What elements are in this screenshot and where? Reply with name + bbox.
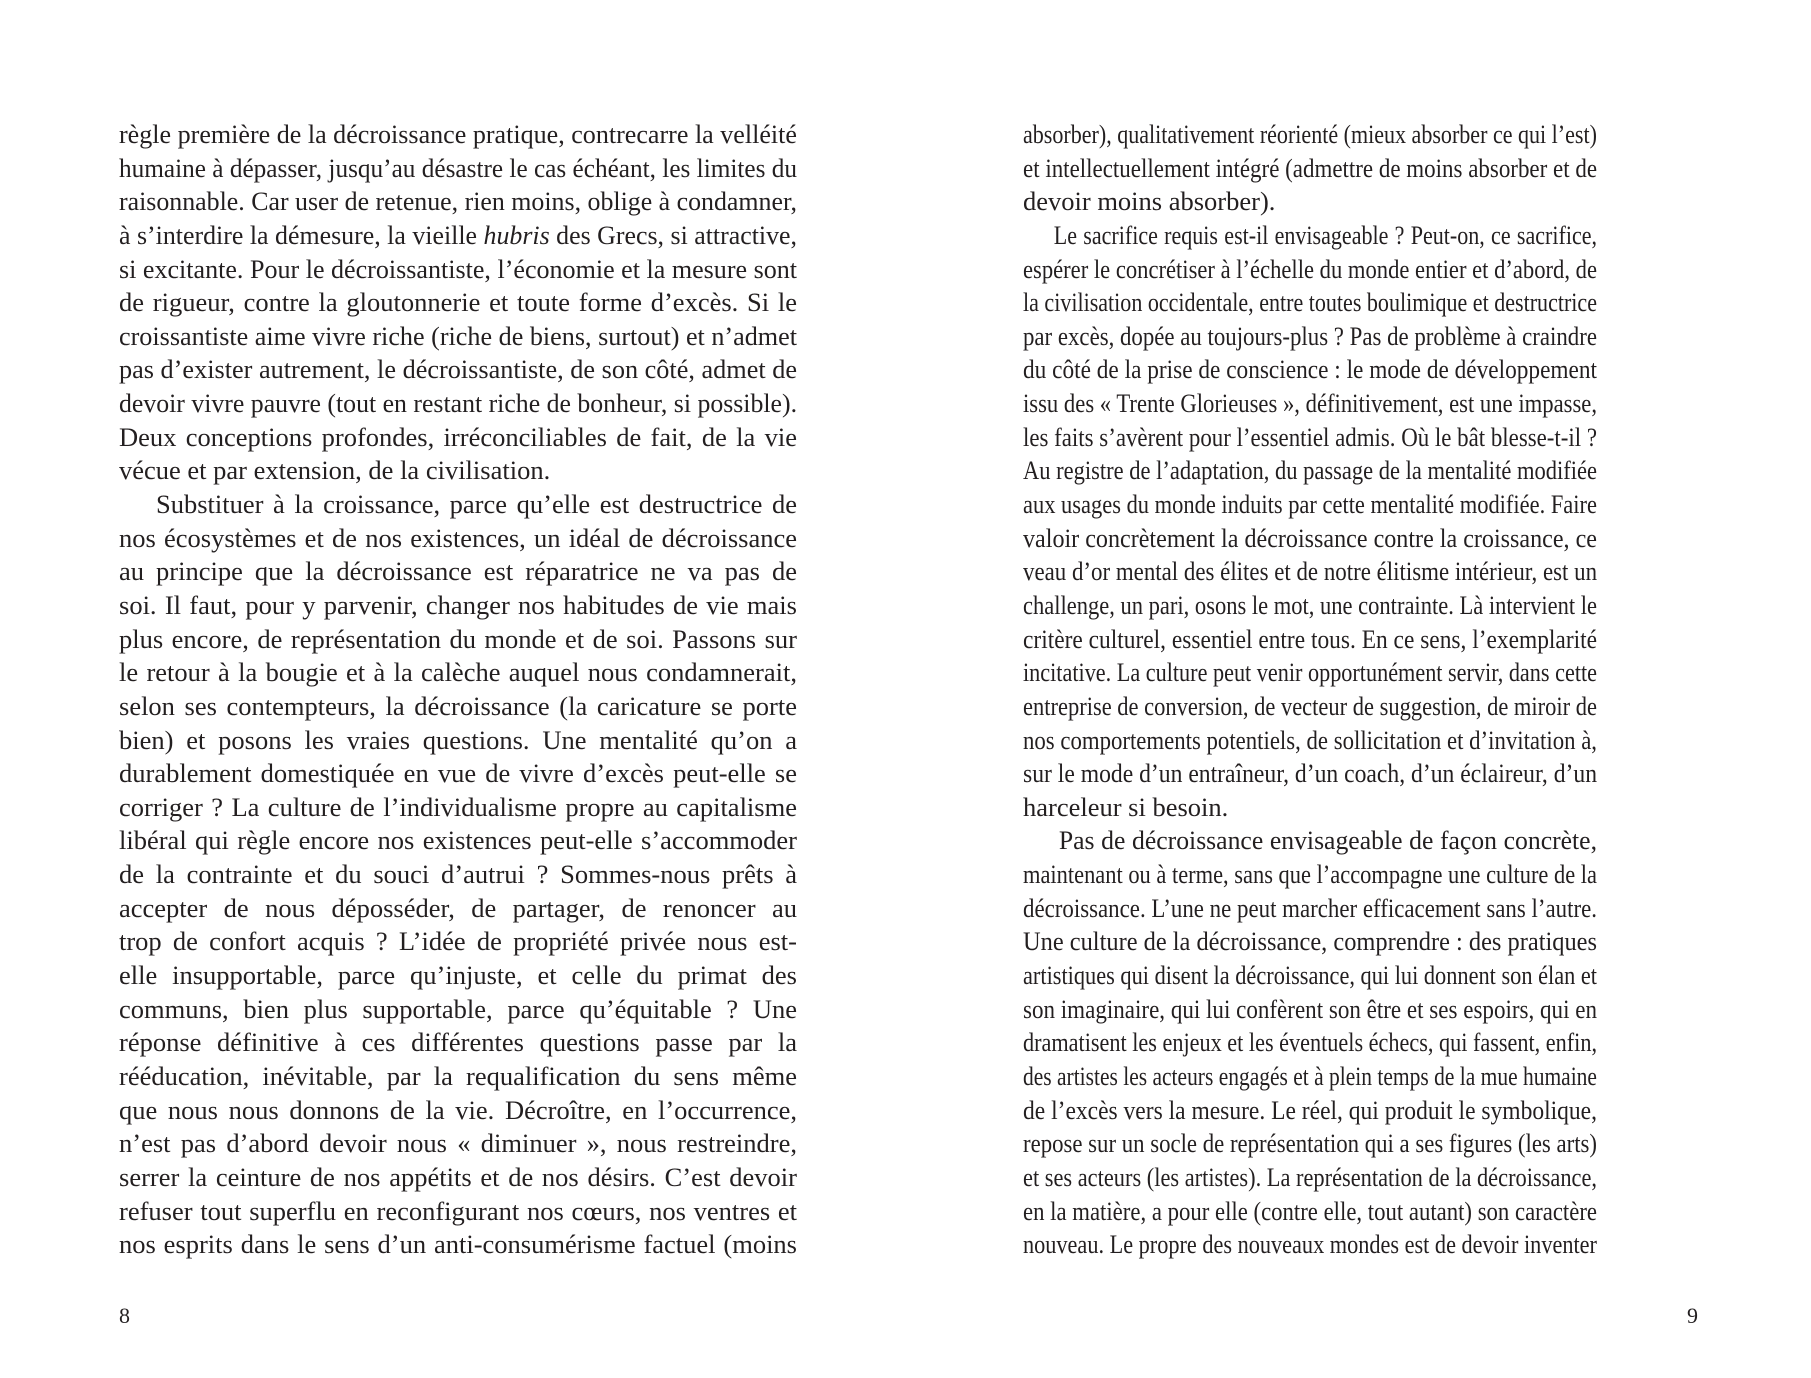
text-line: règle première de la décroissance pratique, contrecarre la velléité xyxy=(119,119,797,149)
text-line: la civilisation occidentale, entre toutes boulimique et destructrice xyxy=(1023,287,1597,318)
text-line: que nous nous donnons de la vie. Décroître, en l’occurrence, xyxy=(119,1094,797,1125)
text-line: artistiques qui disent la décroissance, qui lui donnent son élan et xyxy=(1023,960,1598,991)
text-line: veau d’or mental des élites et de notre élitisme intérieur, est un xyxy=(1023,556,1598,587)
text-line: elle insupportable, parce qu’injuste, et celle du primat des xyxy=(119,960,797,991)
text-line: nos écosystèmes et de nos existences, un idéal de décroissance xyxy=(119,522,797,553)
text-line: vécue et par extension, de la civilisation. xyxy=(119,455,551,486)
text-line: devoir moins absorber). xyxy=(1023,186,1276,217)
text-line: n’est pas d’abord devoir nous « diminuer », nous restreindre, xyxy=(119,1128,797,1159)
text-line: aux usages du monde induits par cette mentalité modifiée. Faire xyxy=(1023,489,1597,520)
text-line: harceleur si besoin. xyxy=(1023,791,1229,822)
text-line: Substituer à la croissance, parce qu’elle est destructrice de xyxy=(156,489,797,520)
text-line: communs, bien plus supportable, parce qu’équitable ? Une xyxy=(119,993,797,1024)
text-line: corriger ? La culture de l’individualisme propre au capitalisme xyxy=(119,791,797,822)
text-line: issu des « Trente Glorieuses », définitivement, est une impasse, xyxy=(1023,388,1597,419)
left-page-body xyxy=(119,118,797,1262)
text-line: au principe que la décroissance est réparatrice ne va pas de xyxy=(119,556,797,587)
text-line: nouveau. Le propre des nouveaux mondes est de devoir inventer xyxy=(1023,1229,1597,1260)
text-line: des artistes les acteurs engagés et à plein temps de la mue humaine xyxy=(1023,1060,1597,1091)
text-line: nos comportements potentiels, de sollicitation et d’invitation à, xyxy=(1023,724,1598,755)
text-line: absorber), qualitativement réorienté (mieux absorber ce qui l’est) xyxy=(1023,119,1597,149)
text-line: Au registre de l’adaptation, du passage de la mentalité modifiée xyxy=(1023,455,1597,486)
text-line: libéral qui règle encore nos existences peut-elle s’accommoder xyxy=(119,825,797,856)
text-line: selon ses contempteurs, la décroissance (la caricature se porte xyxy=(119,690,797,721)
page-number-left: 8 xyxy=(119,1303,130,1328)
text-line: Le sacrifice requis est-il envisageable ? Peut-on, ce sacrifice, xyxy=(1053,219,1598,250)
text-line xyxy=(119,219,797,253)
text-line: de l’excès vers la mesure. Le réel, qui produit le symbolique, xyxy=(1023,1094,1598,1125)
text-line: croissantiste aime vivre riche (riche de biens, surtout) et n’admet xyxy=(119,320,798,351)
text-line: les faits s’avèrent pour l’essentiel admis. Où le bât blesse-t-il ? xyxy=(1023,421,1598,452)
text-line: décroissance. L’une ne peut marcher efficacement sans l’autre. xyxy=(1023,892,1597,923)
text-line: en la matière, a pour elle (contre elle, tout autant) son caractère xyxy=(1023,1195,1598,1226)
text-line: trop de confort acquis ? L’idée de propriété privée nous est- xyxy=(119,926,797,957)
text-line: durablement domestiquée en vue de vivre d’excès peut-elle se xyxy=(119,758,797,789)
text-line: le retour à la bougie et à la calèche auquel nous condamnerait, xyxy=(119,657,797,688)
italic-term: hubris xyxy=(483,219,550,250)
right-page-body xyxy=(1023,118,1597,1262)
text-line: humaine à dépasser, jusqu’au désastre le cas échéant, les limites du xyxy=(119,152,798,183)
text-line: serrer la ceinture de nos appétits et de nos désirs. C’est devoir xyxy=(119,1161,797,1192)
page-number-right: 9 xyxy=(1687,1303,1698,1328)
text-line: refuser tout superflu en reconfigurant nos cœurs, nos ventres et xyxy=(119,1195,797,1226)
text-line: Deux conceptions profondes, irréconciliables de fait, de la vie xyxy=(119,421,797,452)
text-line: challenge, un pari, osons le mot, une contrainte. Là intervient le xyxy=(1023,589,1597,620)
left-page xyxy=(0,0,905,1378)
text-line: son imaginaire, qui lui confèrent son être et ses espoirs, qui en xyxy=(1023,993,1597,1024)
text-line: critère culturel, essentiel entre tous. En ce sens, l’exemplarité xyxy=(1023,623,1598,654)
text-line: maintenant ou à terme, sans que l’accompagne une culture de la xyxy=(1023,859,1598,890)
text-line: de rigueur, contre la gloutonnerie et toute forme d’excès. Si le xyxy=(119,287,797,318)
text-line: bien) et posons les vraies questions. Une mentalité qu’on a xyxy=(119,724,797,755)
text-line: devoir vivre pauvre (tout en restant riche de bonheur, si possible). xyxy=(119,388,798,419)
text-line: du côté de la prise de conscience : le mode de développement xyxy=(1023,354,1598,385)
text-line: rééducation, inévitable, par la requalification du sens même xyxy=(119,1060,797,1091)
text-line: de la contrainte et du souci d’autrui ? Sommes-nous prêts à xyxy=(119,859,797,890)
text-line: accepter de nous déposséder, de partager, de renoncer au xyxy=(119,892,797,923)
text-line: pas d’exister autrement, le décroissantiste, de son côté, admet de xyxy=(119,354,797,385)
text-line: repose sur un socle de représentation qui a ses figures (les arts) xyxy=(1023,1128,1597,1159)
text-line: valoir concrètement la décroissance contre la croissance, ce xyxy=(1023,522,1598,553)
text-line: entreprise de conversion, de vecteur de suggestion, de miroir de xyxy=(1023,690,1598,721)
text-line: nos esprits dans le sens d’un anti-consumérisme factuel (moins xyxy=(119,1229,797,1260)
text-line: raisonnable. Car user de retenue, rien moins, oblige à condamner, xyxy=(119,186,798,217)
text-line: et ses acteurs (les artistes). La représentation de la décroissance, xyxy=(1023,1161,1598,1192)
text-line: par excès, dopée au toujours-plus ? Pas de problème à craindre xyxy=(1023,320,1597,351)
text-line: incitative. La culture peut venir opportunément servir, dans cette xyxy=(1023,657,1598,688)
text-line: et intellectuellement intégré (admettre de moins absorber et de xyxy=(1023,152,1598,183)
text-line: réponse définitive à ces différentes questions passe par la xyxy=(119,1027,797,1058)
text-line: dramatisent les enjeux et les éventuels échecs, qui fassent, enfin, xyxy=(1023,1027,1598,1058)
text-segment: des Grecs, si attractive, xyxy=(549,219,798,250)
text-line: Pas de décroissance envisageable de façon concrète, xyxy=(1058,825,1598,856)
text-line: plus encore, de représentation du monde et de soi. Passons sur xyxy=(119,623,797,654)
text-line: Une culture de la décroissance, comprendre : des pratiques xyxy=(1023,926,1597,957)
text-line: sur le mode d’un entraîneur, d’un coach, d’un éclaireur, d’un xyxy=(1023,758,1598,789)
text-line: espérer le concrétiser à l’échelle du monde entier et d’abord, de xyxy=(1023,253,1597,284)
text-line: soi. Il faut, pour y parvenir, changer nos habitudes de vie mais xyxy=(119,589,797,620)
text-line: si excitante. Pour le décroissantiste, l’économie et la mesure sont xyxy=(119,253,798,284)
right-page xyxy=(905,0,1811,1378)
text-segment: à s’interdire la démesure, la vieille xyxy=(119,219,484,250)
